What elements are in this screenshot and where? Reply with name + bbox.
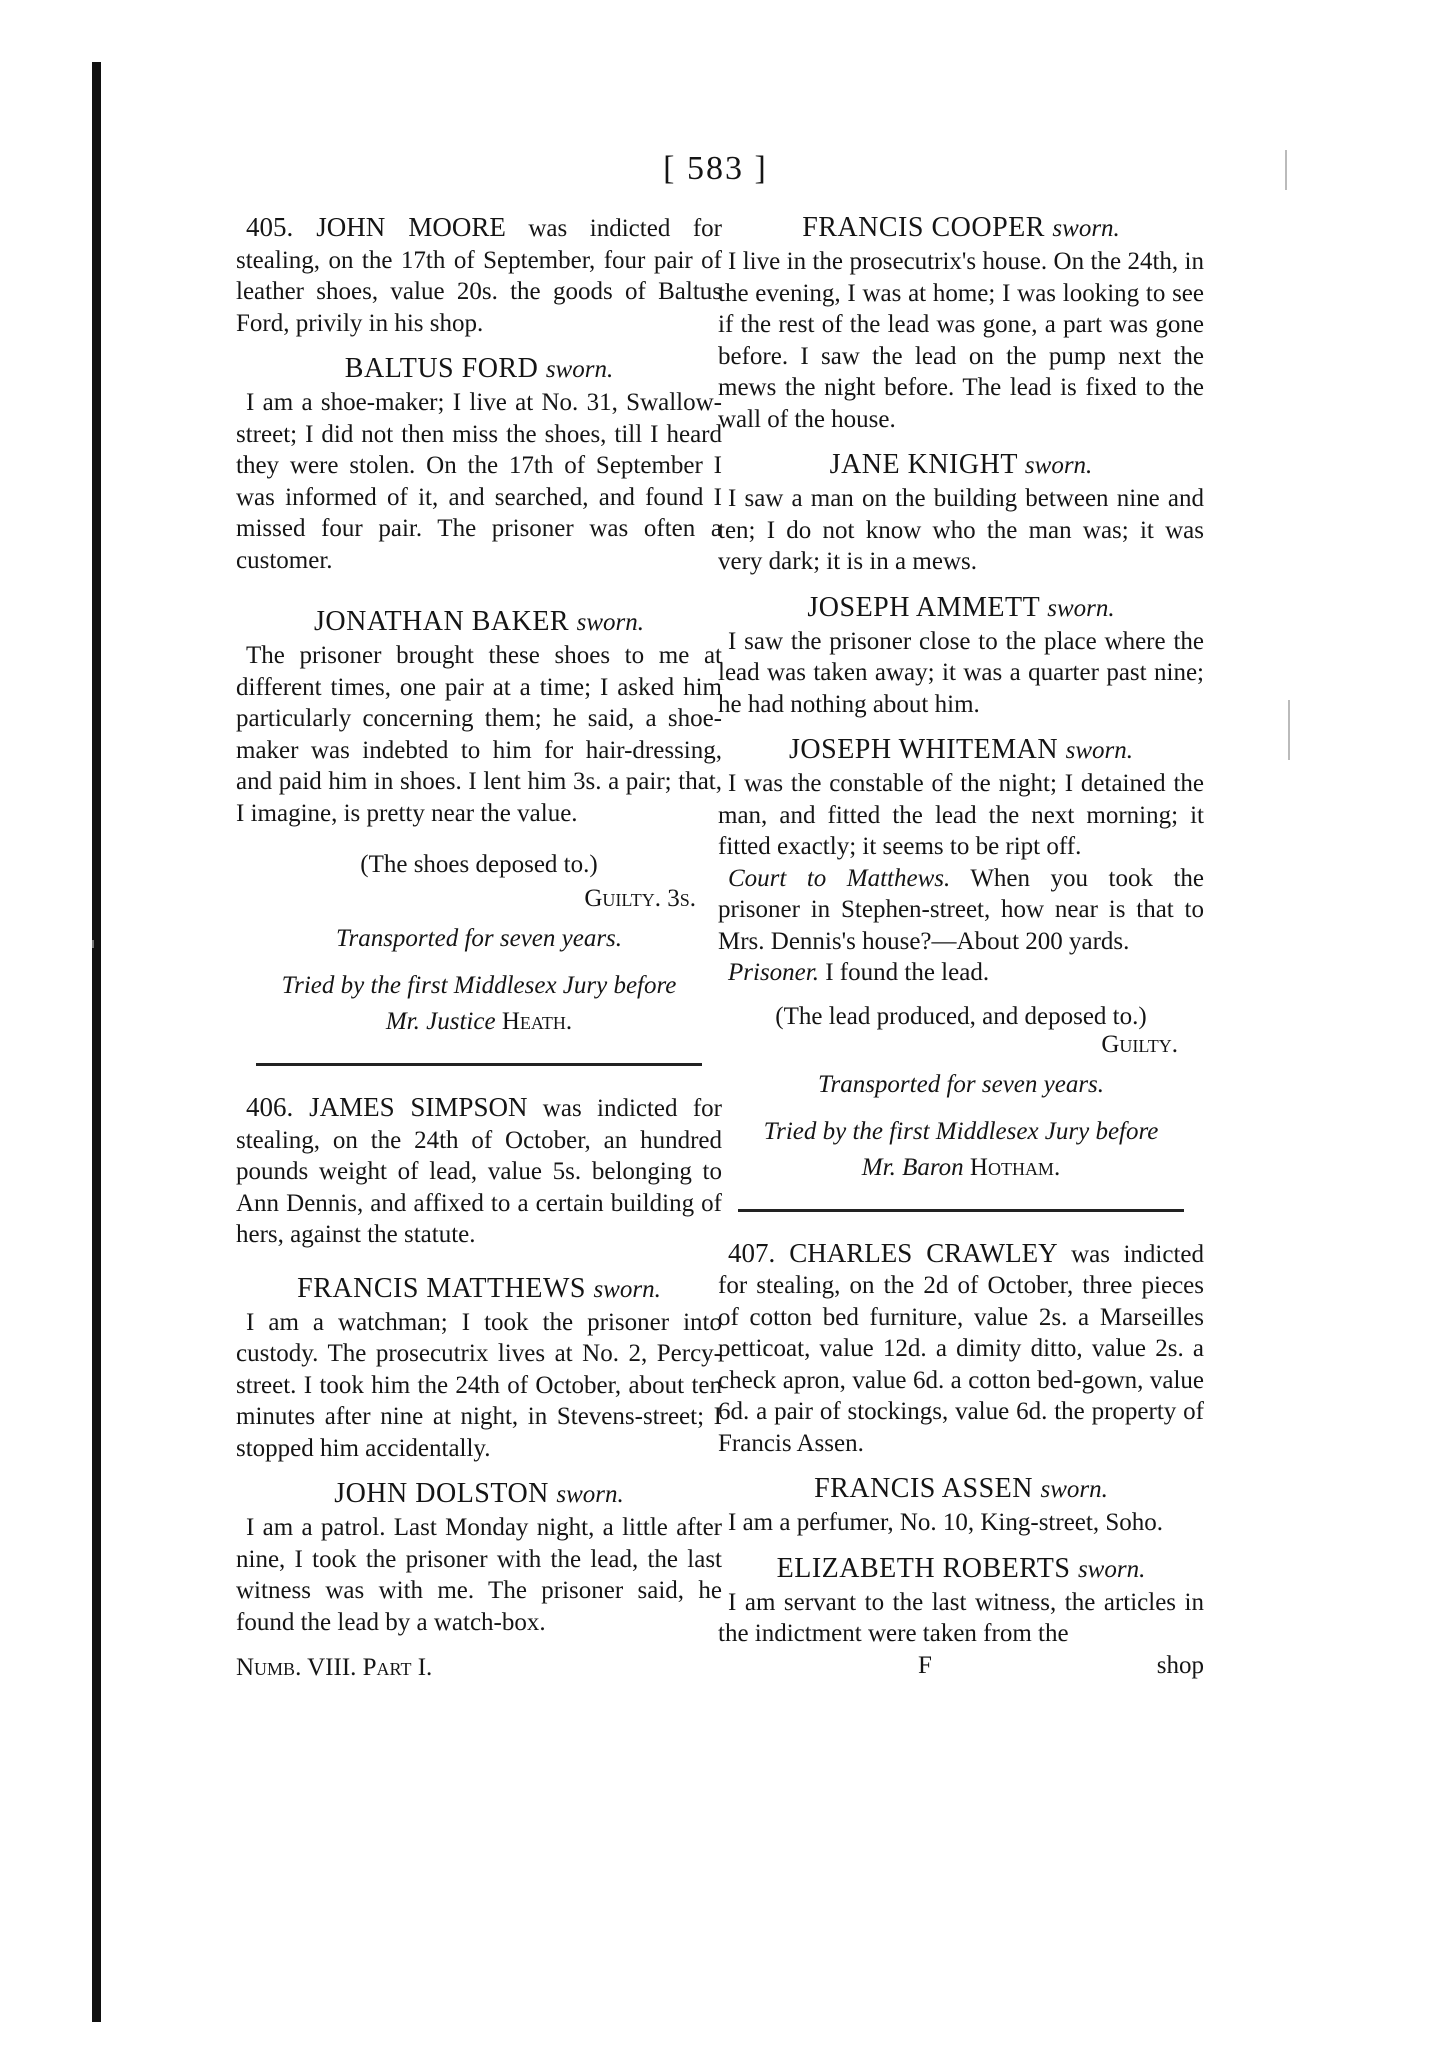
witness-name: JONATHAN BAKER bbox=[313, 606, 570, 637]
prisoner-label: Prisoner. bbox=[728, 959, 819, 986]
left-column bbox=[236, 212, 722, 1682]
witness-testimony: I am a patrol. Last Monday night, a little after nine, I took the prisoner with the lead, the last witness was with me. The prisoner said, he found the lead by a watch-box. bbox=[236, 1514, 722, 1636]
trial-note: Tried by the first Middlesex Jury before bbox=[281, 972, 677, 999]
sworn-label: sworn. bbox=[545, 356, 614, 383]
witness-heading bbox=[718, 449, 1204, 481]
section-rule bbox=[738, 1209, 1184, 1212]
witness-name: JOHN DOLSTON bbox=[334, 1478, 549, 1509]
sworn-label: sworn. bbox=[1024, 452, 1093, 479]
witness-heading bbox=[718, 734, 1204, 766]
judge-name: Hotham. bbox=[969, 1153, 1061, 1181]
case-407-heading: 407. CHARLES CRAWLEY bbox=[728, 1237, 1058, 1268]
witness-heading bbox=[236, 1478, 722, 1510]
witness-heading bbox=[718, 1553, 1204, 1585]
prisoner-defence bbox=[718, 957, 1204, 989]
sworn-label: sworn. bbox=[1065, 737, 1133, 764]
exhibit-note: (The lead produced, and deposed to.) bbox=[775, 1002, 1147, 1030]
signature-line bbox=[718, 1652, 1204, 1680]
witness-name: FRANCIS MATTHEWS bbox=[297, 1272, 586, 1304]
sworn-label: sworn. bbox=[1052, 215, 1120, 242]
exhibit-note: (The shoes deposed to.) bbox=[360, 851, 598, 878]
page-number: [ 583 ] bbox=[663, 150, 768, 187]
witness-testimony: I was the constable of the night; I detained the man, and fitted the lead the next morning; it fitted exactly; it seems to be ript off. bbox=[718, 770, 1204, 860]
witness-name: JANE KNIGHT bbox=[829, 449, 1018, 480]
right-column bbox=[718, 212, 1204, 1680]
witness-testimony: I saw the prisoner close to the place where the lead was taken away; it was a quarter past nine; he had nothing about him. bbox=[718, 627, 1204, 718]
witness-name: FRANCIS COOPER bbox=[802, 212, 1045, 243]
case-405-paragraph bbox=[236, 212, 722, 339]
case-405-text: was indicted for stealing, on the 17th of September, four pair of leather shoes, value 20s. the goods of Baltus Ford, privily in his shop. bbox=[236, 215, 723, 337]
witness-testimony: I live in the prosecutrix's house. On the 24th, in the evening, I was at home; I was looking to see if the rest of the lead was gone, a part was gone before. I saw the lead on the pump next the mews the night before. The lead is fixed to the wall of the house. bbox=[718, 248, 1204, 433]
witness-heading bbox=[236, 353, 722, 385]
witness-heading bbox=[718, 1473, 1204, 1505]
court-question bbox=[718, 863, 1204, 958]
judge-title: Mr. Baron bbox=[861, 1153, 964, 1181]
witness-testimony: I am servant to the last witness, the articles in the indictment were taken from the bbox=[718, 1588, 1204, 1647]
case-407-text: was indicted for stealing, on the 2d of October, three pieces of cotton bed furniture, value 2s. a Marseilles petticoat, value 12d. a dimity ditto, value 2s. a check apron, value 6d. a cotton bed-gown, value 6d. a pair of stockings, value 6d. the property of Francis Assen. bbox=[718, 1240, 1204, 1457]
witness-heading bbox=[718, 212, 1204, 244]
sworn-label: sworn. bbox=[593, 1275, 661, 1303]
trial-note: Tried by the first Middlesex Jury before bbox=[763, 1117, 1159, 1145]
sworn-label: sworn. bbox=[1077, 1555, 1146, 1583]
signature-mark: F bbox=[918, 1651, 932, 1679]
witness-name: ELIZABETH ROBERTS bbox=[776, 1552, 1071, 1584]
page-footer: Numb. VIII. Part I. bbox=[236, 1654, 433, 1681]
court-label: Court to Matthews. bbox=[728, 864, 951, 892]
case-406-paragraph bbox=[236, 1092, 722, 1251]
sworn-label: sworn. bbox=[1047, 594, 1115, 622]
scan-speck bbox=[1288, 700, 1290, 760]
sentence: Transported for seven years. bbox=[817, 1070, 1105, 1098]
prisoner-text: I found the lead. bbox=[825, 959, 990, 986]
section-rule bbox=[256, 1063, 702, 1066]
trial-judge-line bbox=[236, 1007, 722, 1037]
sworn-label: sworn. bbox=[1040, 1476, 1108, 1503]
trial-judge-line bbox=[718, 1153, 1204, 1183]
witness-heading bbox=[718, 592, 1204, 624]
witness-testimony: I am a shoe-maker; I live at No. 31, Swallow-street; I did not then miss the shoes, till I heard they were stolen. On the 17th of September I was informed of it, and searched, and found I missed four pair. The prisoner was often a customer. bbox=[236, 389, 722, 574]
verdict: Guilty. 3s. bbox=[584, 885, 696, 912]
case-407-paragraph bbox=[718, 1238, 1204, 1460]
witness-testimony: I saw a man on the building between nine and ten; I do not know who the man was; it was very dark; it is in a mews. bbox=[718, 485, 1204, 575]
witness-name: JOSEPH AMMETT bbox=[807, 591, 1040, 623]
verdict: Guilty. bbox=[1101, 1030, 1178, 1058]
catchword: shop bbox=[1156, 1651, 1204, 1679]
witness-testimony: I am a watchman; I took the prisoner into custody. The prosecutrix lives at No. 2, Percy-street. I took him the 24th of October, about ten minutes after nine at night, in Stevens-street; I stopped him accidentally. bbox=[236, 1308, 722, 1462]
witness-testimony: The prisoner brought these shoes to me at different times, one pair at a time; I asked him particularly concerning them; he said, a shoe-maker was indebted to him for hair-dressing, and paid him in shoes. I lent him 3s. a pair; that, I imagine, is pretty near the value. bbox=[236, 642, 722, 827]
witness-heading bbox=[236, 606, 722, 638]
judge-title: Mr. Justice bbox=[385, 1008, 496, 1035]
scan-speck bbox=[92, 940, 94, 948]
case-406-text: was indicted for stealing, on the 24th of October, an hundred pounds weight of lead, value 5s. belonging to Ann Dennis, and affixed to a certain building of hers, against the statute. bbox=[236, 1095, 723, 1248]
witness-testimony: I am a perfumer, No. 10, King-street, Soho. bbox=[728, 1509, 1163, 1536]
witness-name: FRANCIS ASSEN bbox=[814, 1473, 1033, 1504]
witness-name: JOSEPH WHITEMAN bbox=[789, 734, 1059, 765]
witness-name: BALTUS FORD bbox=[344, 353, 539, 384]
judge-name: Heath. bbox=[501, 1008, 573, 1035]
case-406-heading: 406. JAMES SIMPSON bbox=[246, 1092, 528, 1122]
sentence: Transported for seven years. bbox=[335, 925, 623, 952]
witness-heading bbox=[236, 1273, 722, 1305]
page-binding-edge bbox=[92, 62, 101, 2022]
sworn-label: sworn. bbox=[576, 609, 644, 636]
court-text: When you took the prisoner in Stephen-street, how near is that to Mrs. Dennis's house?—About 200 yards. bbox=[718, 864, 1204, 955]
sworn-label: sworn. bbox=[556, 1481, 624, 1508]
case-405-heading: 405. JOHN MOORE bbox=[246, 212, 506, 242]
